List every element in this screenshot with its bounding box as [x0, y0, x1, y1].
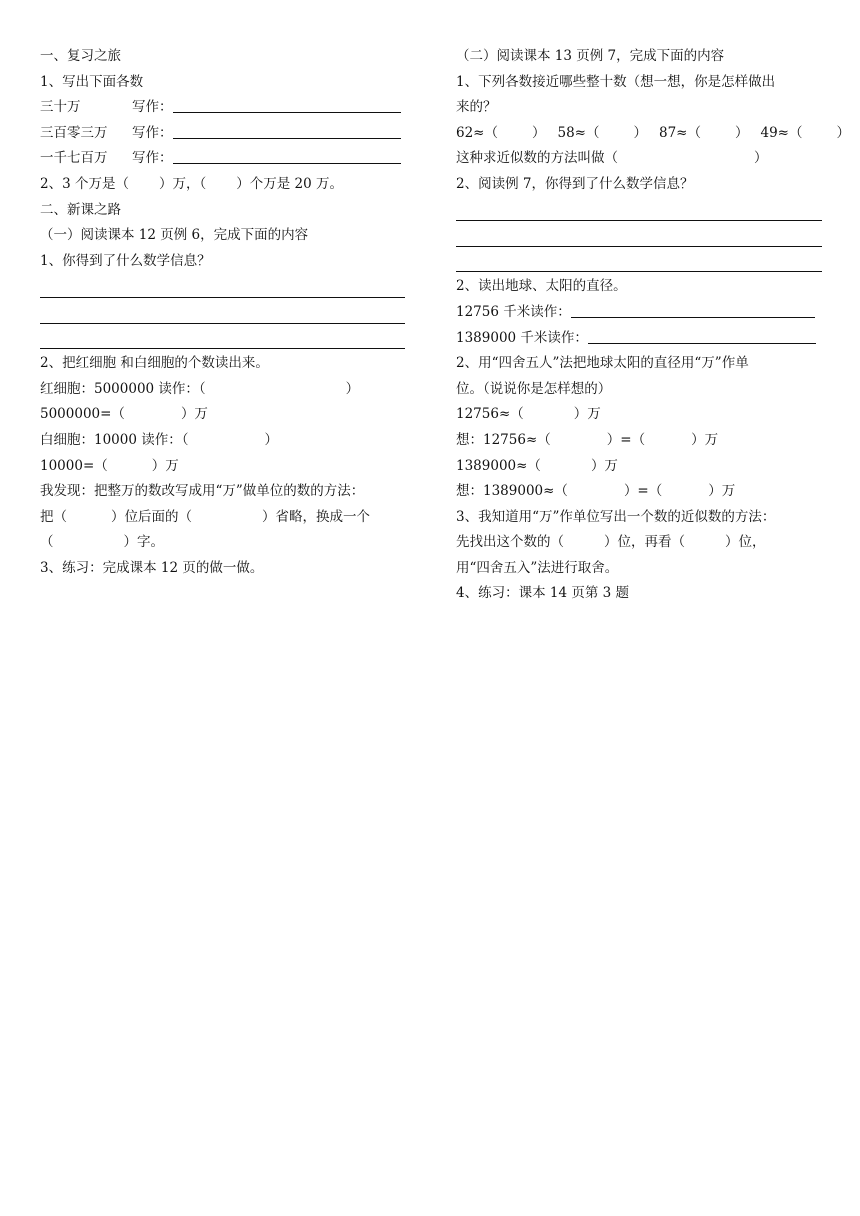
answer-line[interactable]	[40, 274, 405, 300]
method-know-line-2: 先找出这个数的（ ）位，再看（ ）位，	[456, 534, 766, 551]
question-write-numbers: 1、写出下面各数	[40, 73, 144, 90]
question-read-diameters: 2、读出地球、太阳的直径。	[456, 278, 627, 295]
white-cell-wan-row: 10000=（ ）万	[40, 457, 179, 474]
write-label: 写作：	[132, 150, 173, 167]
practice-1: 3、练习：完成课本 12 页的做一做。	[40, 559, 264, 576]
section-new-lesson-title: 二、新课之路	[40, 201, 121, 218]
question-wan-count: 2、3 个万是（ ）万，（ ）个万是 20 万。	[40, 175, 343, 192]
number-word: 三百零三万	[40, 124, 108, 141]
red-cell-wan-row: 5000000=（ ）万	[40, 406, 208, 423]
answer-line[interactable]	[173, 124, 401, 139]
question-read-cells: 2、把红细胞 和白细胞的个数读出来。	[40, 355, 269, 372]
method-know-line-1: 3、我知道用“万”作单位写出一个数的近似数的方法：	[456, 508, 776, 525]
subsection-1-title: （一）阅读课本 12 页例 6，完成下面的内容	[40, 227, 309, 244]
number-word: 三十万	[40, 99, 81, 116]
discovery-line-1: 我发现：把整万的数改写成用“万”做单位的数的方法：	[40, 483, 365, 500]
red-cell-read-row: 红细胞：5000000 读作：（ ）	[40, 380, 360, 397]
approx-row: 62≈（ ） 58≈（ ） 87≈（ ） 49≈（ ）	[456, 124, 850, 141]
earth-think-row: 想：12756≈（ ）=（ ）万	[456, 431, 719, 448]
white-cell-read-row: 白细胞：10000 读作：（ ）	[40, 431, 278, 448]
practice-2: 4、练习：课本 14 页第 3 题	[456, 585, 630, 602]
answer-line[interactable]	[173, 149, 401, 164]
earth-approx-row: 12756≈（ ）万	[456, 406, 601, 423]
question-round-tens-line-2: 来的？	[456, 99, 497, 116]
write-row-1	[40, 95, 405, 121]
write-row-3	[40, 146, 405, 172]
write-row-2	[40, 121, 405, 147]
method-know-line-3: 用“四舍五入”法进行取舍。	[456, 559, 619, 576]
answer-line[interactable]	[40, 326, 405, 352]
left-column	[40, 44, 405, 581]
question-math-info: 1、你得到了什么数学信息？	[40, 252, 211, 269]
section-review-title: 一、复习之旅	[40, 48, 121, 64]
write-label: 写作：	[132, 99, 173, 116]
method-name-row: 这种求近似数的方法叫做（ ）	[456, 150, 768, 167]
question-round-tens-line-1: 1、下列各数接近哪些整十数（想一想，你是怎样做出	[456, 73, 776, 90]
question-example-7-info: 2、阅读例 7，你得到了什么数学信息？	[456, 175, 694, 192]
answer-line[interactable]	[456, 198, 822, 224]
round-question-line-2: 位。（说说你是怎样想的）	[456, 380, 612, 397]
discovery-line-2: 把（ ）位后面的（ ）省略，换成一个	[40, 508, 370, 525]
subsection-2-title: （二）阅读课本 13 页例 7，完成下面的内容	[456, 48, 725, 64]
write-label: 写作：	[132, 124, 173, 141]
round-question-line-1: 2、用“四舍五人”法把地球太阳的直径用“万”作单	[456, 355, 749, 372]
answer-line[interactable]	[40, 300, 405, 326]
sun-read-row: 1389000 千米读作：	[456, 326, 822, 352]
number-word: 一千七百万	[40, 150, 108, 167]
answer-line[interactable]	[173, 98, 401, 113]
discovery-line-3: （ ）字。	[40, 534, 164, 551]
sun-approx-row: 1389000≈（ ）万	[456, 457, 618, 474]
right-column	[456, 44, 850, 607]
earth-read-row: 12756 千米读作：	[456, 300, 822, 326]
answer-line[interactable]	[456, 223, 822, 249]
answer-line[interactable]	[588, 329, 816, 344]
answer-line[interactable]	[571, 303, 815, 318]
sun-think-row: 想：1389000≈（ ）=（ ）万	[456, 483, 736, 500]
answer-line[interactable]	[456, 249, 822, 275]
